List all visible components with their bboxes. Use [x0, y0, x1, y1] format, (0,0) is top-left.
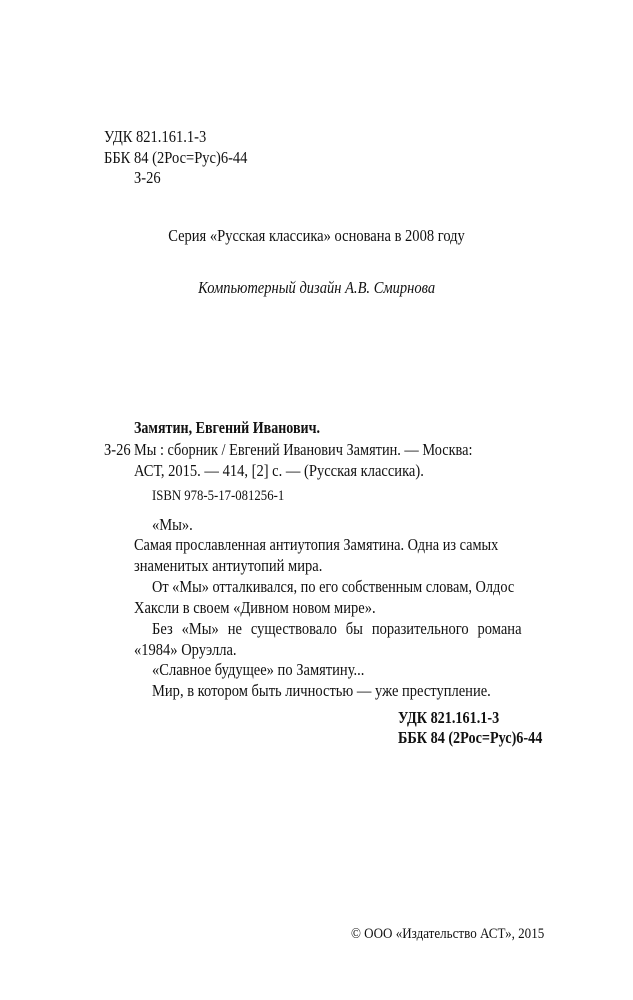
bottom-bbk-code: ББК 84 (2Рос=Рус)6-44	[398, 728, 543, 747]
series-note: Серия «Русская классика» основана в 2008 году	[168, 226, 465, 245]
bbk-code: ББК 84 (2Рос=Рус)6-44	[104, 148, 248, 167]
annotation-line: «Славное будущее» по Замятину...	[152, 660, 365, 679]
entry-line-1: Мы : сборник / Евгений Иванович Замятин. — Москва:	[134, 440, 473, 459]
entry-line-2: АСТ, 2015. — 414, [2] с. — (Русская классика).	[134, 461, 424, 480]
author-heading: Замятин, Евгений Иванович.	[134, 418, 321, 437]
isbn: ISBN 978-5-17-081256-1	[152, 488, 285, 504]
author-sign-code: З-26	[134, 168, 161, 187]
udk-code: УДК 821.161.1-3	[104, 127, 207, 146]
annotation-line: Хаксли в своем «Дивном новом мире».	[134, 598, 376, 617]
annotation-line: Без «Мы» не существовало бы поразительного романа	[152, 619, 522, 638]
annotation-line: От «Мы» отталкивался, по его собственным словам, Олдос	[152, 577, 515, 596]
annotation-line: «1984» Оруэлла.	[134, 640, 237, 659]
design-credit: Компьютерный дизайн А.В. Смирнова	[198, 278, 435, 297]
copyright-notice: © ООО «Издательство АСТ», 2015	[351, 926, 545, 942]
annotation-line: Самая прославленная антиутопия Замятина. Одна из самых	[134, 535, 499, 554]
annotation-line: «Мы».	[152, 515, 193, 534]
annotation-line: знаменитых антиутопий мира.	[134, 556, 323, 575]
entry-author-code: З-26	[104, 440, 131, 459]
bottom-udk-code: УДК 821.161.1-3	[398, 708, 500, 727]
annotation-line: Мир, в котором быть личностью — уже преступление.	[152, 681, 491, 700]
